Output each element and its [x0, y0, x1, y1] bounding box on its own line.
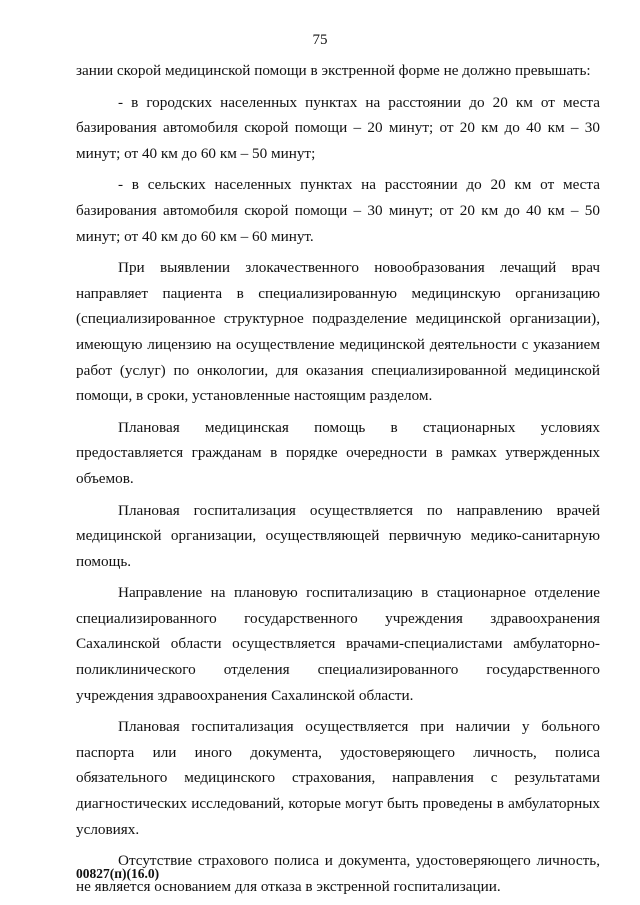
paragraph-planned-care: Плановая медицинская помощь в стационарных условиях предоставляется гражданам в порядке очередности в рамках утвержденных объемов. — [76, 418, 600, 487]
document-code: 00827(п)(16.0) — [76, 866, 160, 881]
page-number: 75 — [312, 32, 328, 48]
paragraph-oncology-referral: При выявлении злокачественного новообразования лечащий врач направляет пациента в специализированную медицинскую организацию (специализированное структурное подразделение медицинской организации), имеющую лицензию на осуществление медицинской деятельности с указанием работ (услуг) по онкологии, для оказания специализированной медицинской помощи, в сроки, установленные настоящим разделом. — [76, 259, 600, 405]
paragraph-rural-timing: - в сельских населенных пунктах на расстоянии до 20 км от места базирования автомобиля скорой помощи – 30 минут; от 20 км до 40 км – 50 минут; от 40 км до 60 км – 60 минут. — [76, 176, 600, 245]
paragraph-required-documents: Плановая госпитализация осуществляется при наличии у больного паспорта или иного документа, удостоверяющего личность, полиса обязательного медицинского страхования, направления с результатами диагностических исследований, которые могут быть проведены в амбулаторных условиях. — [76, 718, 600, 838]
paragraph-urban-timing: - в городских населенных пунктах на расстоянии до 20 км от места базирования автомобиля скорой помощи – 20 минут; от 20 км до 40 км – 30 минут; от 40 км до 60 км – 50 минут; — [76, 93, 600, 162]
paragraph-emergency-note: Отсутствие страхового полиса и документа, удостоверяющего личность, не является основанием для отказа в экстренной госпитализации. — [76, 852, 600, 895]
paragraph-planned-hospitalization: Плановая госпитализация осуществляется по направлению врачей медицинской организации, осуществляющей первичную медико-санитарную помощь. — [76, 501, 600, 570]
document-body — [76, 58, 600, 905]
paragraph-continuation: зании скорой медицинской помощи в экстренной форме не должно превышать: — [76, 62, 591, 79]
paragraph-referral-direction: Направление на плановую госпитализацию в стационарное отделение специализированного государственного учреждения здравоохранения Сахалинской области осуществляется врачами-специалистами амбулаторно-поликлинического отделения специализированного государственного учреждения здравоохранения Сахалинской области. — [76, 584, 600, 704]
